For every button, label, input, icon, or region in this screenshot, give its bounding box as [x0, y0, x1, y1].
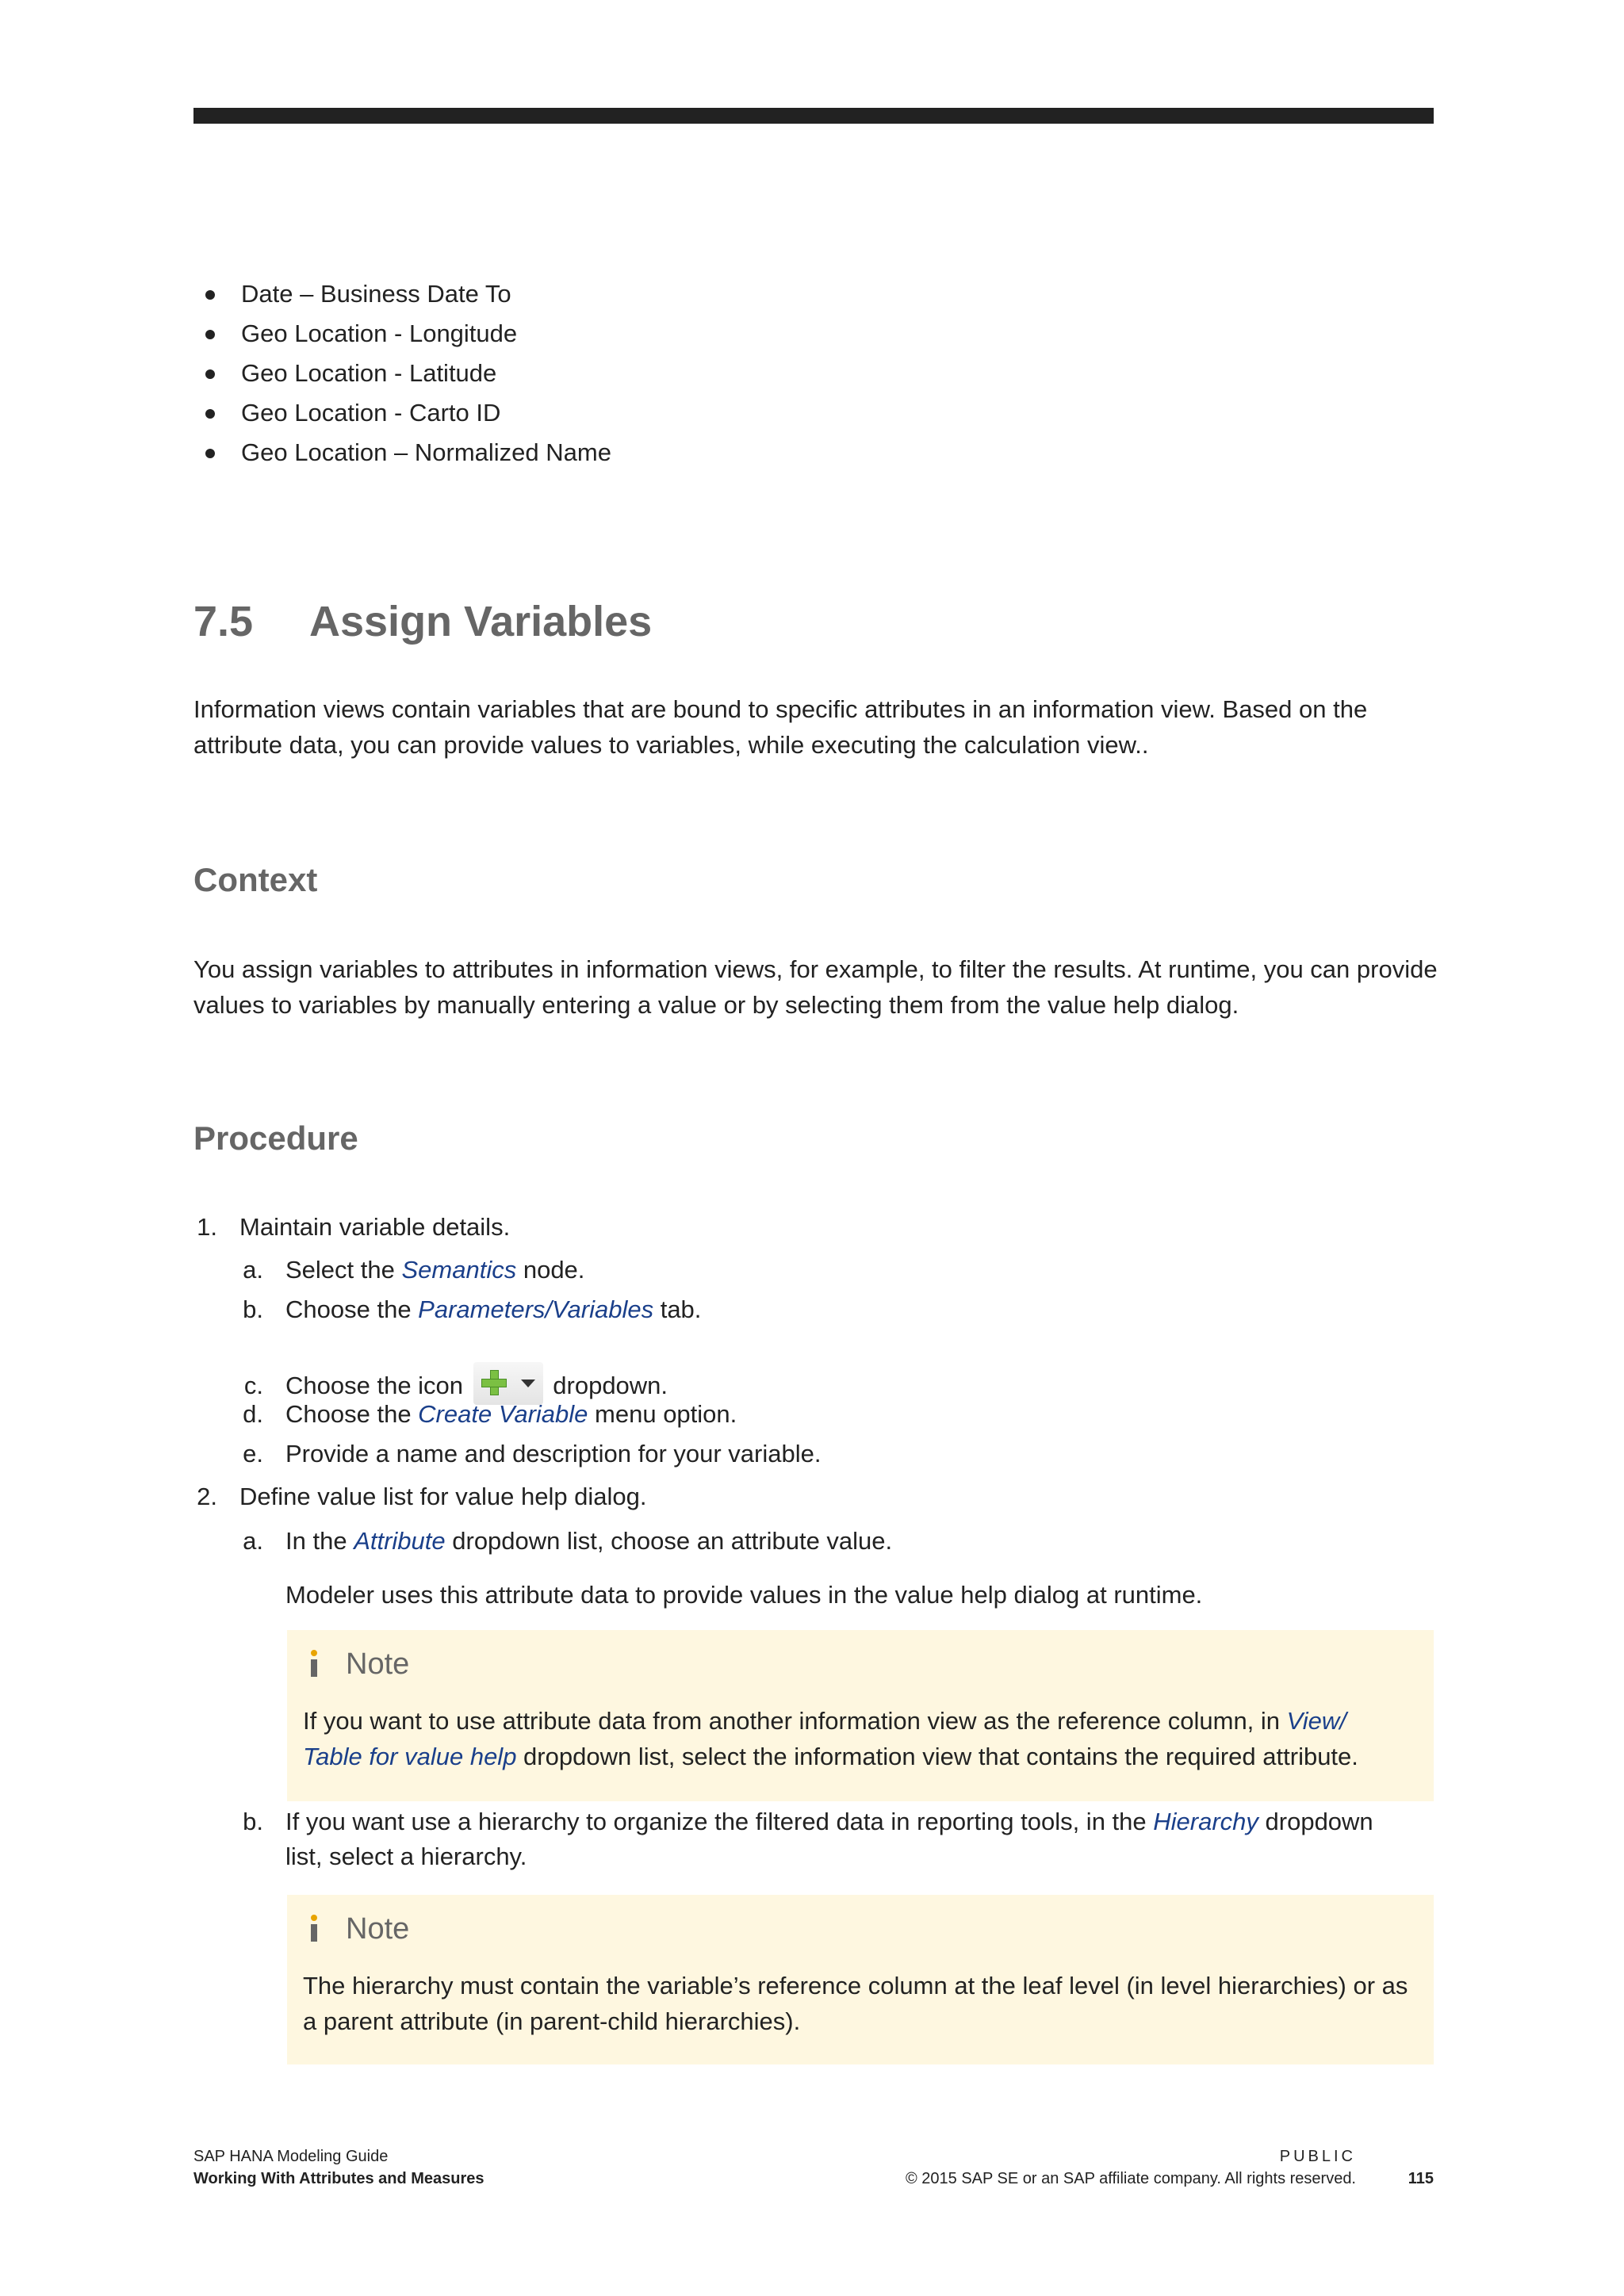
step-number: 1. [197, 1213, 217, 1241]
section-number: 7.5 [193, 598, 254, 645]
green-plus-icon [481, 1370, 507, 1395]
substep-text: Choose the [285, 1295, 419, 1323]
list-item: Geo Location - Longitude [193, 314, 611, 354]
note-header [308, 1909, 409, 1949]
substep-text: node. [516, 1256, 585, 1284]
copyright: © 2015 SAP SE or an SAP affiliate company. All rights reserved. [905, 2170, 1356, 2187]
info-icon [308, 1650, 320, 1677]
table-for-value-help-ui-term: Table for value help [303, 1743, 517, 1770]
step-text: Define value list for value help dialog. [239, 1483, 647, 1510]
substep-text: dropdown. [546, 1372, 668, 1399]
note-text-part: dropdown list, select the information view that contains the required attribute. [516, 1743, 1358, 1770]
note-box [287, 1630, 1434, 1801]
substep-marker: b. [243, 1295, 263, 1323]
chevron-down-icon [521, 1380, 535, 1387]
list-item: Geo Location – Normalized Name [193, 433, 611, 473]
note-box [287, 1895, 1434, 2064]
note-label: Note [346, 1647, 410, 1681]
note-text [303, 1703, 1413, 1774]
step-number: 2. [197, 1483, 217, 1510]
header-bar [193, 108, 1434, 124]
substep-text: dropdown [1258, 1808, 1373, 1835]
substep-marker: c. [243, 1372, 263, 1399]
substep-text: Choose the [285, 1400, 419, 1428]
substep-marker: b. [243, 1808, 263, 1835]
guide-title: SAP HANA Modeling Guide [193, 2148, 389, 2165]
hierarchy-ui-term: Hierarchy [1153, 1808, 1258, 1835]
substep-text: Select the [285, 1256, 402, 1284]
substep-text: Choose the icon [285, 1372, 470, 1399]
substep-text: If you want use a hierarchy to organize the filtered data in reporting tools, in the [285, 1808, 1154, 1835]
attribute-bullet-list [193, 274, 611, 473]
procedure-heading: Procedure [193, 1119, 358, 1157]
substep-marker: d. [243, 1400, 263, 1428]
substep-text: dropdown list, choose an attribute value. [445, 1527, 893, 1555]
step-text: Maintain variable details. [239, 1213, 511, 1241]
list-item: Geo Location - Carto ID [193, 393, 611, 433]
substep-text: menu option. [588, 1400, 737, 1428]
substep-marker: e. [243, 1440, 263, 1468]
footer-right [872, 2145, 1356, 2190]
substep-text: tab. [653, 1295, 702, 1323]
substep-marker: a. [243, 1256, 263, 1284]
substep-text: In the [285, 1527, 354, 1555]
attribute-ui-term: Attribute [354, 1527, 446, 1555]
note-text: The hierarchy must contain the variable’s reference column at the leaf level (in level hierarchies) or as a parent attribute (in parent-child hierarchies). [303, 1972, 1408, 2035]
substep-2b-line2: list, select a hierarchy. [285, 1843, 527, 1870]
semantics-ui-term: Semantics [401, 1256, 517, 1284]
list-item: Date – Business Date To [193, 274, 611, 314]
view-ui-term: View/ [1286, 1707, 1346, 1735]
substep-marker: a. [243, 1527, 263, 1555]
classification-label: PUBLIC [1279, 2148, 1356, 2165]
chapter-title: Working With Attributes and Measures [193, 2170, 485, 2187]
create-variable-ui-term: Create Variable [418, 1400, 588, 1428]
page-number: 115 [1408, 2170, 1434, 2187]
info-icon [308, 1915, 320, 1942]
note-header [308, 1644, 409, 1684]
note-label: Note [346, 1912, 410, 1946]
note-text-part: If you want to use attribute data from another information view as the reference column, in [303, 1707, 1287, 1735]
section-title-text: Assign Variables [309, 598, 653, 645]
footer-left [193, 2145, 485, 2190]
section-title [193, 590, 652, 653]
parameters-variables-ui-term: Parameters/Variables [418, 1295, 654, 1323]
substep-2a-detail: Modeler uses this attribute data to provide values in the value help dialog at runtime. [285, 1581, 1203, 1609]
substep-text: Provide a name and description for your variable. [285, 1440, 822, 1468]
context-heading: Context [193, 861, 318, 898]
list-item: Geo Location - Latitude [193, 354, 611, 393]
section-intro: Information views contain variables that are bound to specific attributes in an information view. Based on the attribute data, you can provide values to variables, while executing the calculation view.. [193, 695, 1368, 759]
context-text: You assign variables to attributes in information views, for example, to filter the results. At runtime, you can provide values to variables by manually entering a value or by selecting them from the value help dialog. [193, 955, 1438, 1019]
